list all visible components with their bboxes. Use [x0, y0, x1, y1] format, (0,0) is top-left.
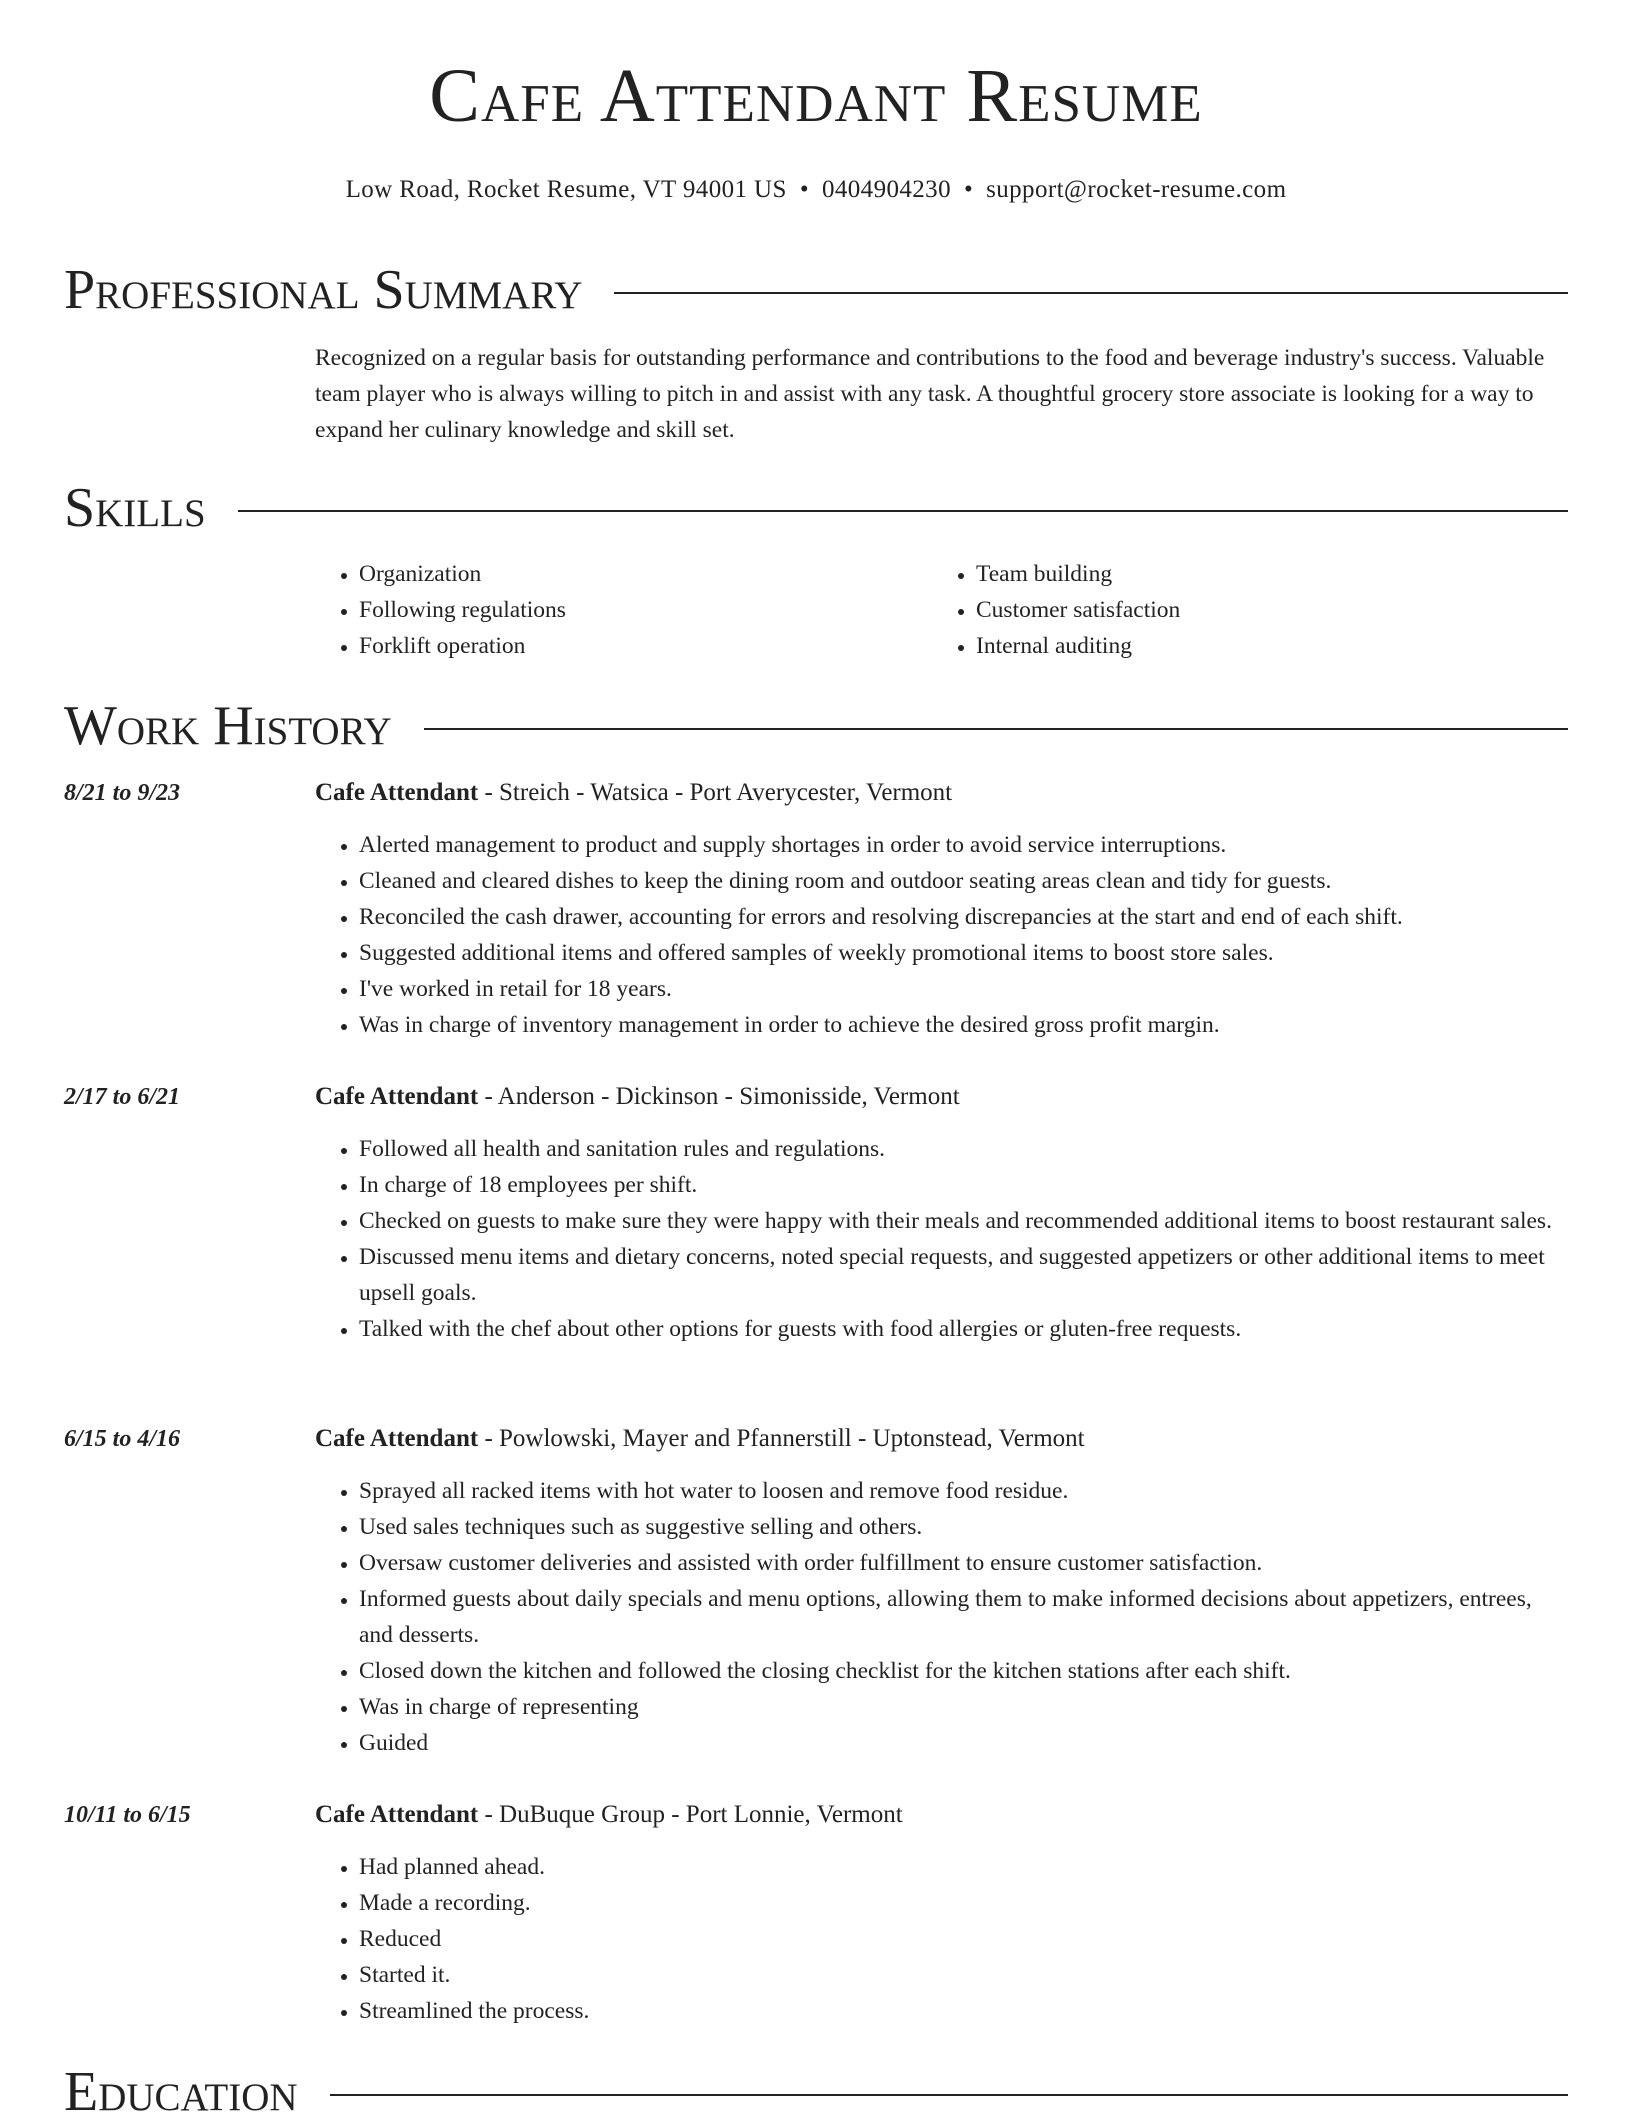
contact-line	[0, 176, 1632, 204]
page-title: Cafe Attendant Resume	[429, 54, 1203, 138]
contact-separator: •	[799, 176, 809, 203]
section-divider	[424, 728, 1568, 730]
section-work-heading	[64, 695, 1568, 757]
skill-item: • Team building	[976, 556, 1549, 592]
job-bullet: • Sprayed all racked items with hot water to loosen and remove food residue.	[359, 1473, 1568, 1509]
job-bullet: • Checked on guests to make sure they were happy with their meals and recommended additional items to boost restaurant sales.	[359, 1203, 1568, 1239]
job-bullet: • Was in charge of inventory management in order to achieve the desired gross profit margin.	[359, 1007, 1568, 1043]
section-title: Skills	[64, 477, 206, 539]
job-bullet: • Discussed menu items and dietary concerns, noted special requests, and suggested appetizers or other additional items to meet upsell goals.	[359, 1239, 1568, 1311]
skill-item: • Internal auditing	[976, 628, 1549, 664]
job-bullet: • Alerted management to product and supply shortages in order to avoid service interruptions.	[359, 827, 1568, 863]
section-title: Education	[64, 2061, 298, 2123]
job-role: Cafe Attendant	[315, 1425, 479, 1452]
job-bullet: • Closed down the kitchen and followed the closing checklist for the kitchen stations after each shift.	[359, 1653, 1568, 1689]
job-heading	[315, 1421, 1085, 1457]
job-heading	[315, 1797, 903, 1833]
job-bullets	[315, 827, 1568, 1043]
job-details: - DuBuque Group - Port Lonnie, Vermont	[478, 1801, 903, 1828]
skill-item: • Following regulations	[359, 592, 932, 628]
job-heading	[315, 775, 952, 811]
skill-item: • Forklift operation	[359, 628, 932, 664]
job-dates: 8/21 to 9/23	[64, 780, 181, 806]
section-skills-heading	[64, 477, 1568, 539]
contact-email: support@rocket-resume.com	[986, 176, 1287, 203]
section-summary-heading	[64, 259, 1568, 321]
job-bullet: • I've worked in retail for 18 years.	[359, 971, 1568, 1007]
job-bullets	[315, 1849, 1568, 2029]
section-title: Work History	[64, 695, 392, 757]
job-bullets	[315, 1473, 1568, 1761]
job-bullet: • Cleaned and cleared dishes to keep the dining room and outdoor seating areas clean and tidy for guests.	[359, 863, 1568, 899]
section-divider	[330, 2094, 1568, 2096]
contact-address: Low Road, Rocket Resume, VT 94001 US	[345, 176, 787, 203]
section-title: Professional Summary	[64, 259, 583, 321]
job-bullet: • Had planned ahead.	[359, 1849, 1568, 1885]
job-bullet: • Informed guests about daily specials and menu options, allowing them to make informed decisions about appetizers, entrees, and desserts.	[359, 1581, 1568, 1653]
job-bullet: • Streamlined the process.	[359, 1993, 1568, 2029]
job-details: - Anderson - Dickinson - Simonisside, Vermont	[478, 1083, 960, 1110]
job-details: - Streich - Watsica - Port Averycester, Vermont	[478, 779, 953, 806]
contact-separator: •	[963, 176, 974, 203]
contact-phone: 0404904230	[821, 176, 951, 203]
skills-column-right	[932, 556, 1549, 664]
job-bullet: • Reconciled the cash drawer, accounting for errors and resolving discrepancies at the start and end of each shift.	[359, 899, 1568, 935]
skill-item: • Customer satisfaction	[976, 592, 1549, 628]
job-bullet: • Followed all health and sanitation rules and regulations.	[359, 1131, 1568, 1167]
job-dates: 2/17 to 6/21	[64, 1084, 181, 1110]
job-bullet: • Started it.	[359, 1957, 1568, 1993]
job-role: Cafe Attendant	[315, 779, 479, 806]
job-bullet: • Suggested additional items and offered samples of weekly promotional items to boost store sales.	[359, 935, 1568, 971]
job-role: Cafe Attendant	[315, 1083, 479, 1110]
summary-text: Recognized on a regular basis for outstanding performance and contributions to the food and beverage industry's success. Valuable team player who is always willing to pitch in and assist with any task. A thoughtful grocery store associate is looking for a way to expand her culinary knowledge and skill set.	[315, 345, 1545, 443]
job-bullet: • Made a recording.	[359, 1885, 1568, 1921]
job-role: Cafe Attendant	[315, 1801, 479, 1828]
job-bullet: • Reduced	[359, 1921, 1568, 1957]
job-bullet: • Was in charge of representing	[359, 1689, 1568, 1725]
job-bullet: • Used sales techniques such as suggestive selling and others.	[359, 1509, 1568, 1545]
section-divider	[614, 292, 1568, 294]
section-divider	[238, 510, 1568, 512]
job-bullet: • Oversaw customer deliveries and assisted with order fulfillment to ensure customer satisfaction.	[359, 1545, 1568, 1581]
job-bullet: • Guided	[359, 1725, 1568, 1761]
job-details: - Powlowski, Mayer and Pfannerstill - Uptonstead, Vermont	[478, 1425, 1085, 1452]
skills-list	[315, 556, 1568, 664]
job-dates: 10/11 to 6/15	[64, 1802, 191, 1828]
skill-item: • Organization	[359, 556, 932, 592]
skills-column-left	[315, 556, 932, 664]
job-bullets	[315, 1131, 1568, 1347]
job-bullet: • Talked with the chef about other options for guests with food allergies or gluten-free requests.	[359, 1311, 1568, 1347]
job-dates: 6/15 to 4/16	[64, 1426, 181, 1452]
job-heading	[315, 1079, 960, 1115]
job-bullet: • In charge of 18 employees per shift.	[359, 1167, 1568, 1203]
